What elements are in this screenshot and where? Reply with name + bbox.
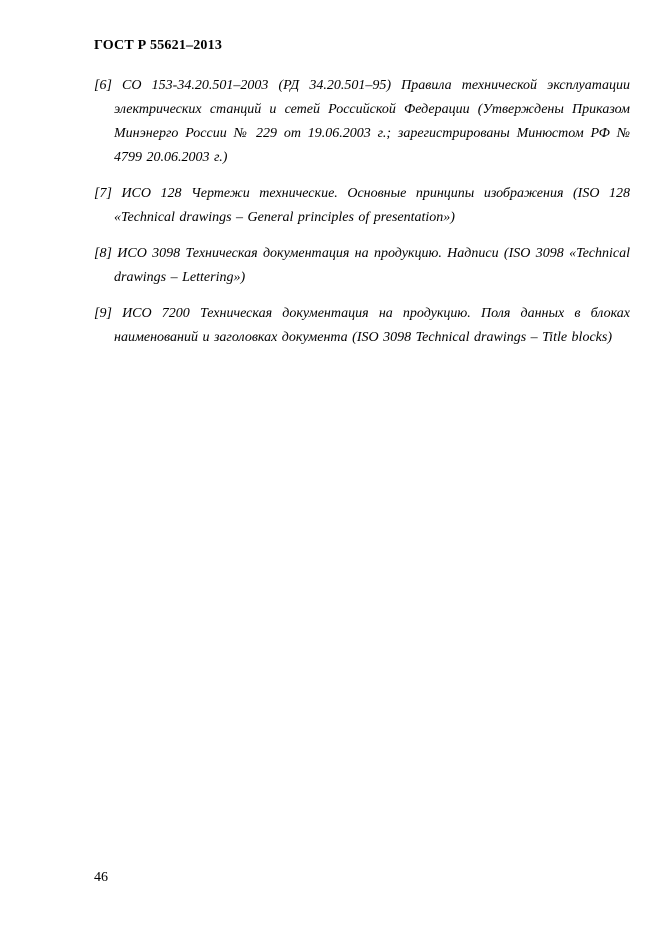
document-header: ГОСТ Р 55621–2013 bbox=[94, 38, 223, 53]
reference-item-8: [8] ИСО 3098 Техническая документация на продукцию. Надписи (ISO 3098 «Technical drawings – Lettering») bbox=[94, 246, 630, 285]
reference-item-7: [7] ИСО 128 Чертежи технические. Основные принципы изображения (ISO 128 «Technical drawings – General principles of presentation») bbox=[94, 186, 630, 225]
page-number: 46 bbox=[94, 870, 108, 885]
reference-item-6: [6] СО 153-34.20.501–2003 (РД 34.20.501–95) Правила технической эксплуатации электрических станций и сетей Российской Федерации (Утверждены Приказом Минэнерго России № 229 от 19.06.2003 г.; зарегистрированы Минюстом РФ № 4799 20.06.2003 г.) bbox=[94, 78, 630, 165]
reference-item-9: [9] ИСО 7200 Техническая документация на продукцию. Поля данных в блоках наименований и заголовках документа (ISO 3098 Technical drawings – Title blocks) bbox=[94, 306, 630, 345]
references-list bbox=[94, 74, 630, 362]
